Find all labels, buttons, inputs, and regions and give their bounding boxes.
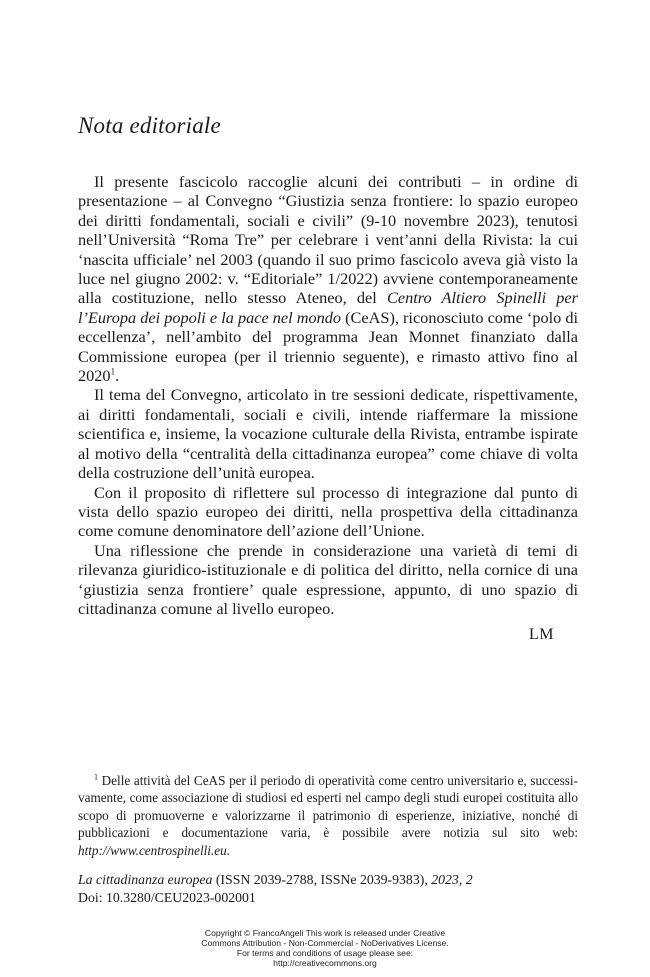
paragraph-1-text-b: (CeAS), riconosciuto come ‘polo di eccellenza’, nell’ambito del programma Jean Monnet finanziato dalla Commissione europea (per il triennio seguente), e rimasto attivo fino al 2020 [78, 307, 579, 386]
journal-doi: Doi: 10.3280/CEU2023-002001 [78, 889, 256, 905]
license-line-2: Commons Attribution - Non-Commercial - NoDerivatives License. [201, 938, 449, 949]
paragraph-1 [78, 172, 578, 385]
footnote-marker: 1 [94, 772, 98, 782]
journal-name: La cittadinanza europea [78, 872, 213, 887]
footnote-text [78, 772, 578, 859]
paragraph-4: Una riflessione che prende in considerazione una varietà di temi di rilevanza giuridico-istituzionale e di politica del diritto, nella cornice di una ‘giustizia senza frontiere’ quale espressione, appunto, di uno spazio di cittadinanza comune al livello europeo. [78, 540, 578, 618]
footnote [78, 772, 578, 859]
license-notice [0, 928, 650, 968]
author-signature: LM [529, 626, 554, 643]
journal-issue: 2023, 2 [431, 872, 473, 887]
footnote-reference[interactable]: 1 [110, 366, 116, 377]
journal-issn: (ISSN 2039-2788, ISSNe 2039-9383), [212, 872, 432, 887]
license-line-1: Copyright © FrancoAngeli This work is released under Creative [204, 928, 446, 938]
footnote-period: . [226, 842, 231, 858]
paragraph-2: Il tema del Convegno, articolato in tre sessioni dedicate, rispettivamente, ai diritti fondamentali, sociali e civili, intende riaffermare la missione scientifica e, insieme, la vocazione culturale della Rivista, entrambe ispirate al motivo della “centralità della cittadinanza europea” come chiave di volta della costruzione dell’unità europea. [78, 385, 578, 483]
paragraph-1-text-c: . [115, 366, 120, 386]
license-line-3: For terms and conditions of usage please see: [236, 948, 414, 959]
paragraph-1-text-a: Il presente fascicolo raccoglie alcuni dei contributi – in ordine di presentazione – al Convegno “Giustizia senza frontiere: lo spazio europeo dei diritti fondamentali, sociali e civili” (9-10 novembre 2023), tenutosi nell’Università “Roma Tre” per celebrare i vent’anni della Rivista: la cui ‘nascita ufficiale’ nel 2003 (quando il suo primo fascicolo aveva già visto la luce nel giugno 2002: v. “Editoriale” 1/2022) avviene contemporaneamente alla costituzione, nello stesso Ateneo, del [78, 172, 578, 308]
ceas-name-italic: Centro Altiero Spinelli per l’Europa dei popoli e la pace nel mondo [78, 288, 578, 327]
editorial-body [78, 172, 578, 618]
paragraph-3: Con il proposito di riflettere sul processo di integrazione dal punto di vista dello spazio europeo dei diritti, nella prospettiva della cittadinanza come comune denominatore dell’azione dell’Unione. [78, 482, 578, 541]
footnote-body: Delle attività del CeAS per il periodo di operatività come centro universitario e, successivamente, come associazione di studiosi ed esperti nel campo degli studi europei costituita allo scopo di promuoverne e valorizzarne il patrimonio di esperienze, iniziative, nonché di pubblicazioni e documentazione varia, è possibile avere notizia sul sito web: [78, 773, 578, 841]
journal-info [78, 871, 473, 906]
footnote-url-link[interactable]: http://www.centrospinelli.eu [78, 842, 227, 858]
journal-citation [78, 871, 473, 889]
page-title: Nota editoriale [78, 113, 221, 138]
license-link[interactable]: http://creativecommons.org [273, 958, 377, 969]
